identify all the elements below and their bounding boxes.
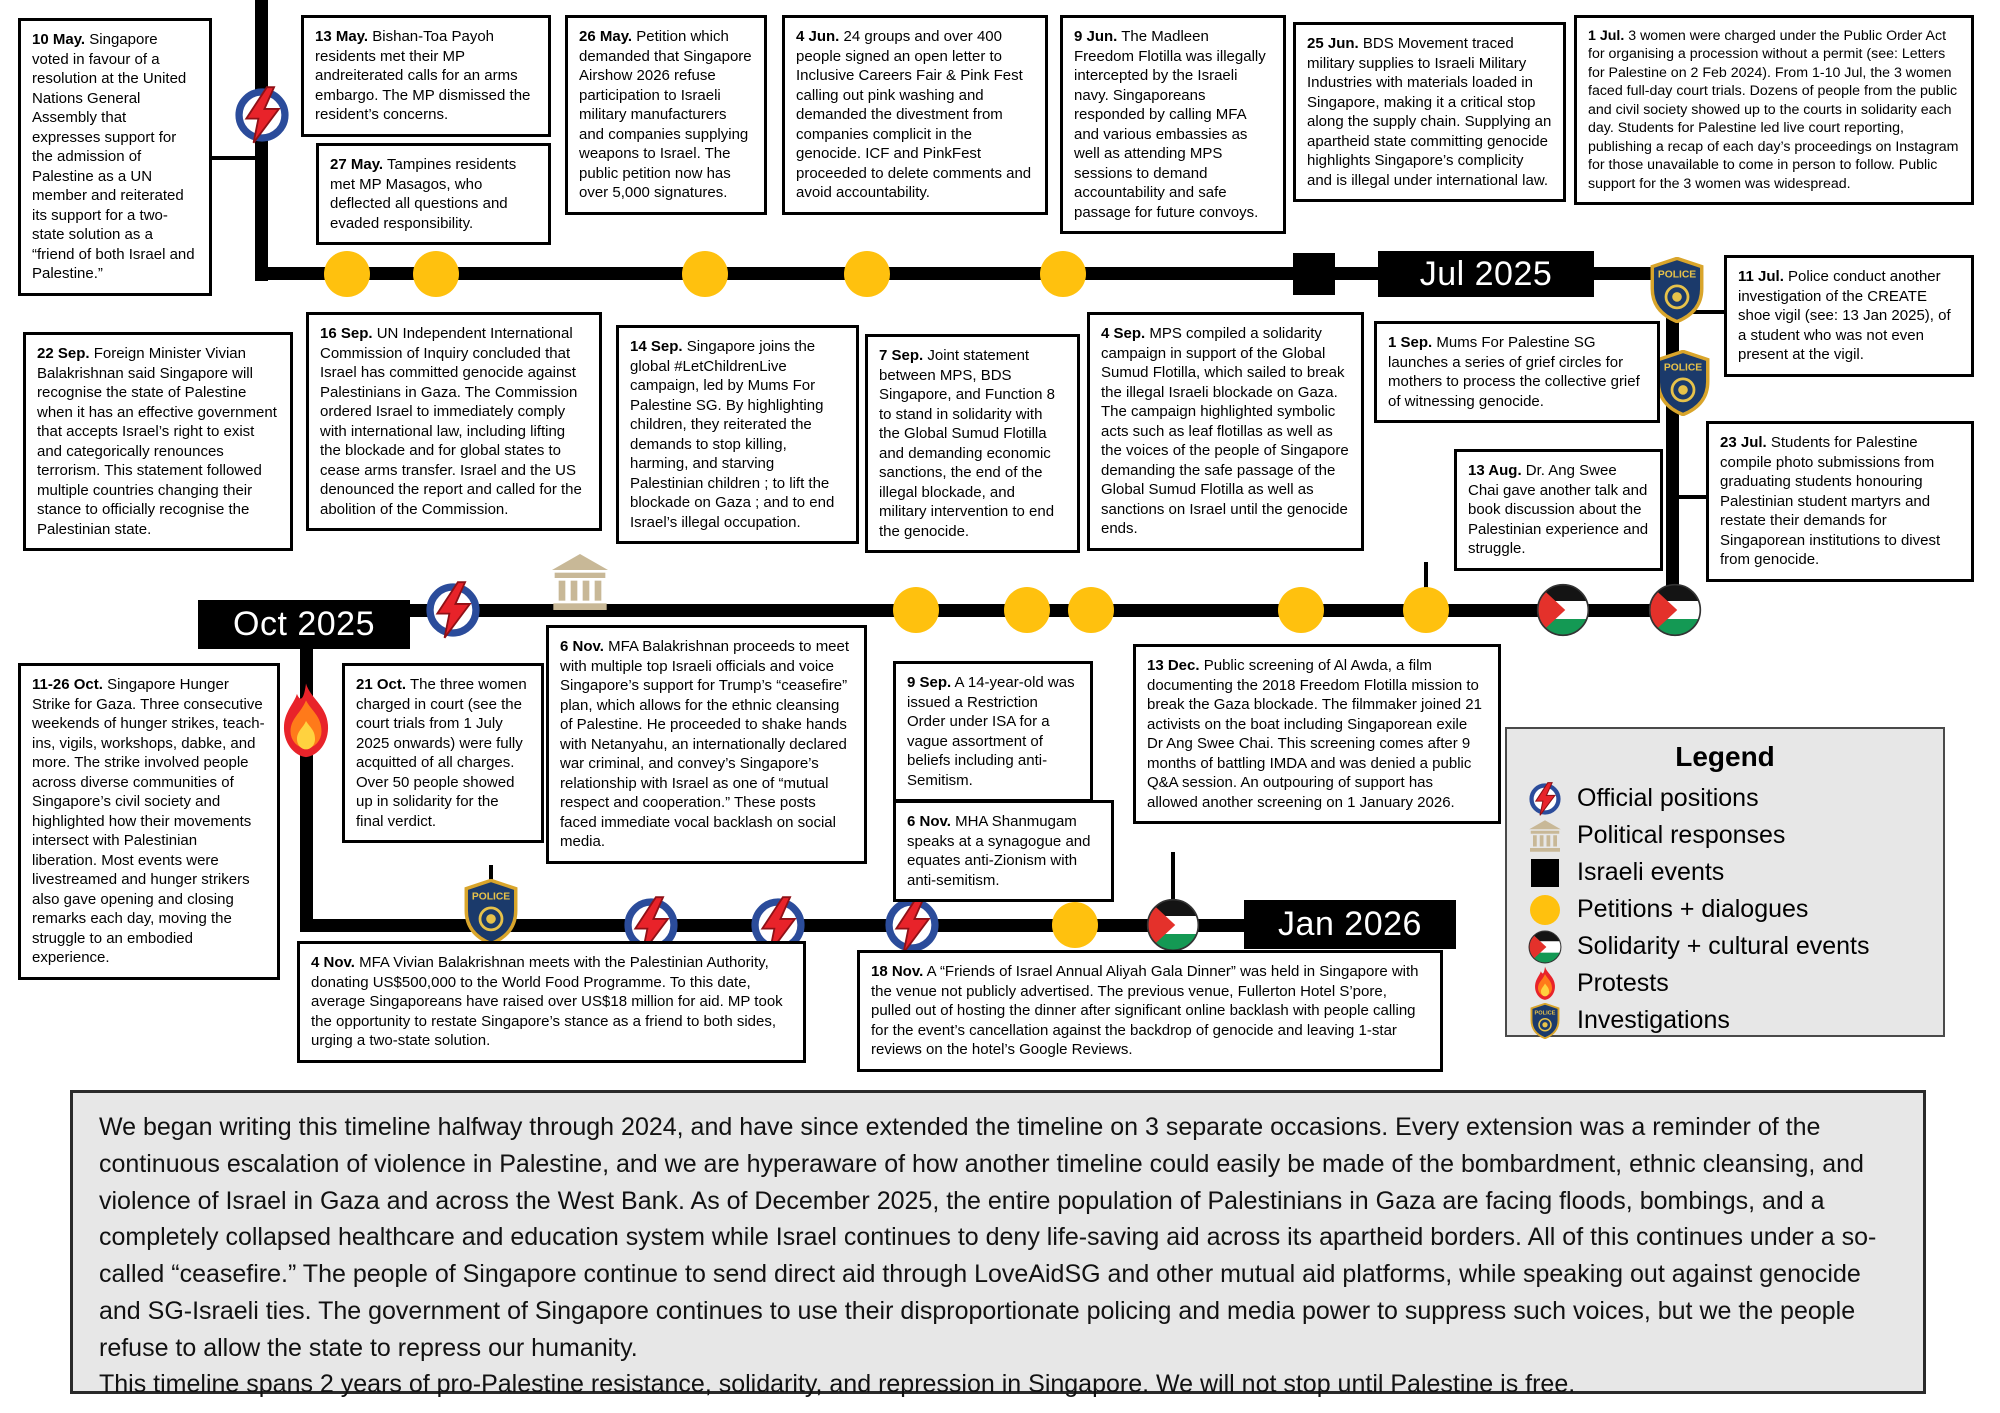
petition-dot (893, 587, 939, 633)
event-18-nov: 18 Nov. A “Friends of Israel Annual Aliyah Gala Dinner” was held in Singapore with the venue not publicly advertised. The previous venue, Fullerton Hotel S’pore, pulled out of hosting the dinner after significant online backlash with people calling for the event’s cancellation against the backdrop of genocide and leaving 1-star reviews on the hotel’s Google Reviews. (857, 950, 1443, 1072)
event-13-dec: 13 Dec. Public screening of Al Awda, a film documenting the 2018 Freedom Flotilla mission to break the Gaza blockade. The filmmaker joined 21 activists on the boat including Singaporean exile Dr Ang Swee Chai. This screening comes after 9 months of battling IMDA and was denied a public Q&A session. An outpouring of support has allowed another screening on 1 January 2026. (1133, 644, 1501, 824)
connector-line (1679, 495, 1708, 499)
lightning-icon (883, 896, 941, 954)
black-square-icon (1527, 855, 1563, 891)
bank-icon (548, 550, 612, 614)
petition-dot (1040, 251, 1086, 297)
legend-item-political-responses: Political responses (1527, 818, 1923, 853)
police-badge-icon (463, 879, 519, 945)
legend-item-israeli-events: Israeli events (1527, 855, 1923, 890)
lightning-icon (233, 86, 291, 144)
lightning-icon (1527, 781, 1563, 817)
event-13-aug: 13 Aug. Dr. Ang Swee Chai gave another talk and book discussion about the Palestinian experience and struggle. (1454, 449, 1663, 571)
legend-item-petitions-dialogues: Petitions + dialogues (1527, 892, 1923, 927)
event-25-jun: 25 Jun. BDS Movement traced military supplies to Israeli Military Industries with materials loaded in Singapore, making it a critical stop along the supply chain. Supplying an apartheid state committing genocide highlights Singapore’s complicity and is illegal under international law. (1293, 22, 1566, 202)
palestine-flag-icon (1527, 929, 1563, 965)
event-14-sep: 14 Sep. Singapore joins the global #LetChildrenLive campaign, led by Mums For Palestine SG. By highlighting children, they reiterated the demands to stop killing, harming, and starving Palestinian children ; to lift the blockade on Gaza ; and to end Israel’s illegal occupation. (616, 325, 859, 544)
event-9-jun: 9 Jun. The Madleen Freedom Flotilla was illegally intercepted by the Israeli navy. Singaporeans responded by calling MFA and various embassies as well as attending MPS sessions to demand accountability and safe passage for future convoys. (1060, 15, 1286, 234)
event-16-sep: 16 Sep. UN Independent International Commission of Inquiry concluded that Israel has committed genocide against Palestinians in Gaza. The Commission ordered Israel to immediately comply with international law, including lifting the blockade and for global states to cease arms transfer. Israel and the US denounced the report and called for the abolition of the Commission. (306, 312, 602, 531)
event-21-oct: 21 Oct. The three women charged in court (see the court trials from 1 July 2025 onwards) were fully acquitted of all charges. Over 50 people showed up in solidarity for the final verdict. (342, 663, 544, 843)
yellow-circle-icon (1527, 892, 1563, 928)
legend-item-protests: Protests (1527, 966, 1923, 1001)
petition-dot (1278, 587, 1324, 633)
legend-item-solidarity-cultural: Solidarity + cultural events (1527, 929, 1923, 964)
legend-item-investigations: Investigations (1527, 1003, 1923, 1038)
event-9-sep: 9 Sep. A 14-year-old was issued a Restriction Order under ISA for a vague assortment of beliefs including anti-Semitism. (893, 661, 1093, 802)
petition-dot (844, 251, 890, 297)
timeline-segment (300, 604, 1679, 617)
event-11-jul: 11 Jul. Police conduct another investigation of the CREATE shoe vigil (see: 13 Jan 2025), of a student who was not even present at the vigil. (1724, 255, 1974, 377)
closing-paragraph: We began writing this timeline halfway through 2024, and have since extended the timeline on 3 separate occasions. Every extension was a reminder of the continuous escalation of violence in Palestine, and we are hyperaware of how another timeline could easily be made of the bombardment, ethnic cleansing, and violence of Israel in Gaza and across the West Bank. As of December 2025, the entire population of Palestinians in Gaza are facing floods, bombings, and a completely collapsed healthcare and education system while Israel continues to deny life-saving aid across its apartheid borders. All of this continues under a so-called “ceasefire.” The people of Singapore continue to send direct aid through LoveAidSG and other mutual aid platforms, while speaking out against genocide and SG-Israeli ties. The government of Singapore continues to use their disproportionate policing and media power to suppress such voices, but we the people refuse to allow the state to repress our humanity. (99, 1113, 1877, 1362)
palestine-flag-icon (1648, 583, 1702, 637)
police-badge-icon (1527, 1003, 1563, 1039)
timeline-label-jan-2026: Jan 2026 (1244, 900, 1456, 949)
event-13-may: 13 May. Bishan-Toa Payoh residents met their MP andreiterated calls for an arms embargo. The MP dismissed the resident’s concerns. (301, 15, 551, 137)
palestine-flag-icon (1146, 898, 1200, 952)
petition-dot (413, 251, 459, 297)
petition-dot (1052, 902, 1098, 948)
event-23-jul: 23 Jul. Students for Palestine compile photo submissions from graduating students honouring Palestinian student martyrs and restate their demands for Singaporean institutions to divest from genocide. (1706, 421, 1974, 582)
event-4-sep: 4 Sep. MPS compiled a solidarity campaign in support of the Global Sumud Flotilla, which sailed to break the illegal Israeli blockade on Gaza. The campaign highlighted symbolic acts such as leaf flotillas as well as the voices of the people of Singapore demanding the safe passage of the Global Sumud Flotilla as well as sanctions on Israel until the genocide ends. (1087, 312, 1364, 551)
police-badge-icon (1655, 350, 1711, 416)
event-4-nov: 4 Nov. MFA Vivian Balakrishnan meets with the Palestinian Authority, donating US$500,000 to the World Food Programme. To this date, average Singaporeans have raised over US$18 million for aid. MP took the opportunity to restate Singapore’s stance as a friend to both sides, urging a two-state solution. (297, 941, 806, 1063)
event-6-nov-mfa: 6 Nov. MFA Balakrishnan proceeds to meet with multiple top Israeli officials and voice Singapore’s support for Trump’s “ceasefire” plan, which allows for the ethnic cleansing of Palestine. He proceeded to shake hands with Netanyahu, an internationally declared war criminal, and convey’s Singapore’s relationship with Israel as one of “mutual respect and cooperation.” These posts faced immediate vocal backlash on social media. (546, 625, 867, 864)
fire-icon (275, 682, 337, 760)
petition-dot (682, 251, 728, 297)
event-11-26-oct: 11-26 Oct. Singapore Hunger Strike for Gaza. Three consecutive weekends of hunger strikes, teach-ins, vigils, workshops, dabke, and more. The strike involved people across diverse communities of Singapore’s civil society and highlighted how their movements intersect with Palestinian liberation. Most events were livestreamed and hunger strikers also gave opening and closing remarks each day, moving the struggle to an embodied experience. (18, 663, 280, 980)
lightning-icon (424, 581, 482, 639)
bank-icon (1527, 818, 1563, 854)
timeline-label-jul-2025: Jul 2025 (1378, 251, 1594, 297)
event-6-nov-mha: 6 Nov. MHA Shanmugam speaks at a synagogue and equates anti-Zionism with anti-semitism. (893, 800, 1114, 902)
timeline-segment (300, 604, 313, 932)
police-badge-icon (1649, 257, 1705, 323)
event-27-may: 27 May. Tampines residents met MP Masagos, who deflected all questions and evaded responsibility. (316, 143, 551, 245)
legend-title: Legend (1675, 741, 1775, 772)
palestine-flag-icon (1536, 583, 1590, 637)
fire-icon (1527, 966, 1563, 1002)
petition-dot (324, 251, 370, 297)
connector-line (208, 156, 262, 160)
legend-item-official-positions: Official positions (1527, 781, 1923, 816)
event-22-sep: 22 Sep. Foreign Minister Vivian Balakrishnan said Singapore will recognise the state of Palestine when it has an effective government that accepts Israel’s right to exist and categorically renounces terrorism. This statement followed multiple countries changing their stance to officially recognise the Palestinian state. (23, 332, 293, 551)
timeline-label-oct-2025: Oct 2025 (198, 600, 410, 649)
event-1-sep: 1 Sep. Mums For Palestine SG launches a series of grief circles for mothers to process the collective grief of witnessing genocide. (1374, 321, 1660, 423)
israeli-event-square (1293, 253, 1335, 295)
event-1-jul: 1 Jul. 3 women were charged under the Public Order Act for organising a procession without a permit (see: Letters for Palestine on 2 Feb 2024). From 1-10 Jul, the 3 women faced full-day court trials. Dozens of people from the public and civil society showed up to the courts in solidarity each day. Students for Palestine led live court reporting, publishing a recap of each day’s proceedings on Instagram for those unavailable to come in person to follow. Public support for the 3 women was widespread. (1574, 15, 1974, 205)
event-10-may: 10 May. Singapore voted in favour of a resolution at the United Nations General Assembly that expresses support for the admission of Palestine as a UN member and reiterated its support for a two-state solution as a “friend of both Israel and Palestine.” (18, 18, 212, 296)
closing-statement (70, 1090, 1926, 1399)
event-26-may: 26 May. Petition which demanded that Singapore Airshow 2026 refuse participation to Israeli military manufacturers and companies supplying weapons to Israel. The public petition now has over 5,000 signatures. (565, 15, 767, 215)
petition-dot (1004, 587, 1050, 633)
event-7-sep: 7 Sep. Joint statement between MPS, BDS Singapore, and Function 8 to stand in solidarity with the Global Sumud Flotilla and demanding economic sanctions, the end of the illegal blockade, and military intervention to end the genocide. (865, 334, 1080, 553)
closing-final-line: This timeline spans 2 years of pro-Palestine resistance, solidarity, and repression in Singapore. We will not stop until Palestine is free. (99, 1370, 1576, 1399)
legend (1505, 727, 1945, 1037)
event-4-jun: 4 Jun. 24 groups and over 400 people signed an open letter to Inclusive Careers Fair & Pink Fest calling out pink washing and demanded the divestment from companies complicit in the genocide. ICF and PinkFest proceeded to delete comments and avoid accountability. (782, 15, 1048, 215)
petition-dot (1403, 587, 1449, 633)
petition-dot (1068, 587, 1114, 633)
